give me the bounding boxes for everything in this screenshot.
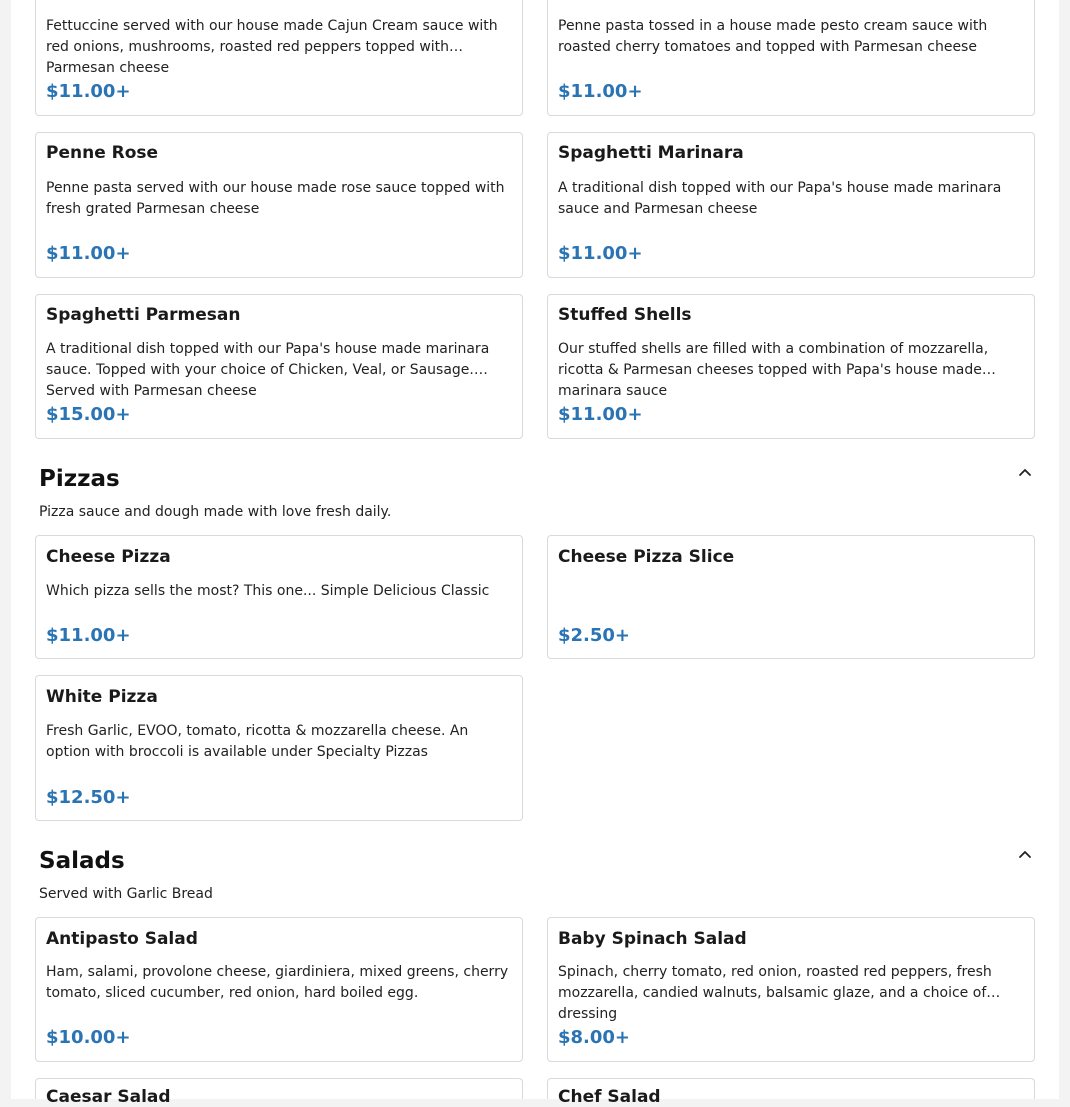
menu-item-price: $11.00+ bbox=[558, 81, 643, 102]
menu-item-price: $2.50+ bbox=[558, 625, 631, 646]
menu-item-card[interactable] bbox=[35, 917, 523, 1062]
menu-item-description: Spinach, cherry tomato, red onion, roasted red peppers, fresh mozzarella, candied walnuts, balsamic glaze, and a choice of dressing bbox=[558, 964, 992, 1022]
menu-item-description: Our stuffed shells are filled with a combination of mozzarella, ricotta & Parmesan cheeses topped with Papa's house made marinara sauce bbox=[558, 341, 989, 399]
menu-item-price: $11.00+ bbox=[558, 404, 643, 425]
menu-item-price: $12.50+ bbox=[46, 787, 131, 808]
menu-item-title: Cheese Pizza bbox=[46, 547, 171, 567]
chevron-up-icon[interactable] bbox=[1017, 847, 1033, 863]
menu-item-price: $11.00+ bbox=[46, 625, 131, 646]
section-title-salads: Salads bbox=[39, 848, 125, 874]
menu-item-description: Ham, salami, provolone cheese, giardiniera, mixed greens, cherry tomato, sliced cucumber, red onion, hard boiled egg. bbox=[46, 964, 509, 1001]
menu-item-card[interactable] bbox=[35, 535, 523, 659]
menu-item-price: $11.00+ bbox=[46, 243, 131, 264]
menu-item-title: Penne Rose bbox=[46, 143, 159, 163]
menu-item-card[interactable] bbox=[35, 1078, 523, 1107]
menu-item-card[interactable] bbox=[547, 294, 1035, 439]
menu-item-price: $11.00+ bbox=[46, 81, 131, 102]
section-subtitle-salads: Served with Garlic Bread bbox=[39, 886, 213, 902]
menu-item-card[interactable] bbox=[547, 1078, 1035, 1107]
menu-item-description: Penne pasta tossed in a house made pesto cream sauce with roasted cherry tomatoes and topped with Parmesan cheese bbox=[558, 18, 988, 55]
menu-item-title: Caesar Salad bbox=[46, 1087, 171, 1107]
menu-item-description: Fettuccine served with our house made Cajun Cream sauce with red onions, mushrooms, roasted red peppers topped with Parmesan cheese bbox=[46, 18, 498, 76]
menu-item-card[interactable] bbox=[35, 132, 523, 278]
menu-item-title: Antipasto Salad bbox=[46, 929, 198, 949]
menu-item-description: A traditional dish topped with our Papa's house made marinara sauce and Parmesan cheese bbox=[558, 180, 1002, 217]
menu-item-price: $10.00+ bbox=[46, 1027, 131, 1048]
menu-item-title: Stuffed Shells bbox=[558, 305, 692, 325]
menu-item-title: Spaghetti Parmesan bbox=[46, 305, 241, 325]
menu-item-card[interactable] bbox=[547, 0, 1035, 116]
menu-item-title bbox=[558, 0, 745, 1]
menu-item-card[interactable] bbox=[35, 294, 523, 439]
menu-item-description: Which pizza sells the most? This one... Simple Delicious Classic bbox=[46, 583, 490, 599]
menu-item-card[interactable] bbox=[35, 675, 523, 821]
menu-item-title: Spaghetti Marinara bbox=[558, 143, 744, 163]
menu-item-description: A traditional dish topped with our Papa's house made marinara sauce. Topped with your choice of Chicken, Veal, or Sausage. Served with Parmesan cheese bbox=[46, 341, 490, 399]
menu-item-title bbox=[46, 0, 274, 1]
menu-item-description: Fresh Garlic, EVOO, tomato, ricotta & mozzarella cheese. An option with broccoli is available under Specialty Pizzas bbox=[46, 723, 469, 760]
menu-item-title: Chef Salad bbox=[558, 1087, 661, 1107]
menu-item-title: Baby Spinach Salad bbox=[558, 929, 747, 949]
menu-item-price: $11.00+ bbox=[558, 243, 643, 264]
menu-item-card[interactable] bbox=[547, 132, 1035, 278]
menu-item-card[interactable] bbox=[547, 535, 1035, 659]
section-subtitle-pizzas: Pizza sauce and dough made with love fresh daily. bbox=[39, 504, 392, 520]
menu-item-title: Cheese Pizza Slice bbox=[558, 547, 735, 567]
menu-item-price: $8.00+ bbox=[558, 1027, 631, 1048]
menu-item-title: White Pizza bbox=[46, 687, 158, 707]
menu-item-price: $15.00+ bbox=[46, 404, 131, 425]
chevron-up-icon[interactable] bbox=[1017, 465, 1033, 481]
menu-page bbox=[11, 0, 1059, 1107]
menu-item-description: Penne pasta served with our house made rose sauce topped with fresh grated Parmesan cheese bbox=[46, 180, 505, 217]
menu-item-card[interactable] bbox=[35, 0, 523, 116]
section-title-pizzas: Pizzas bbox=[39, 466, 120, 492]
menu-item-card[interactable] bbox=[547, 917, 1035, 1062]
